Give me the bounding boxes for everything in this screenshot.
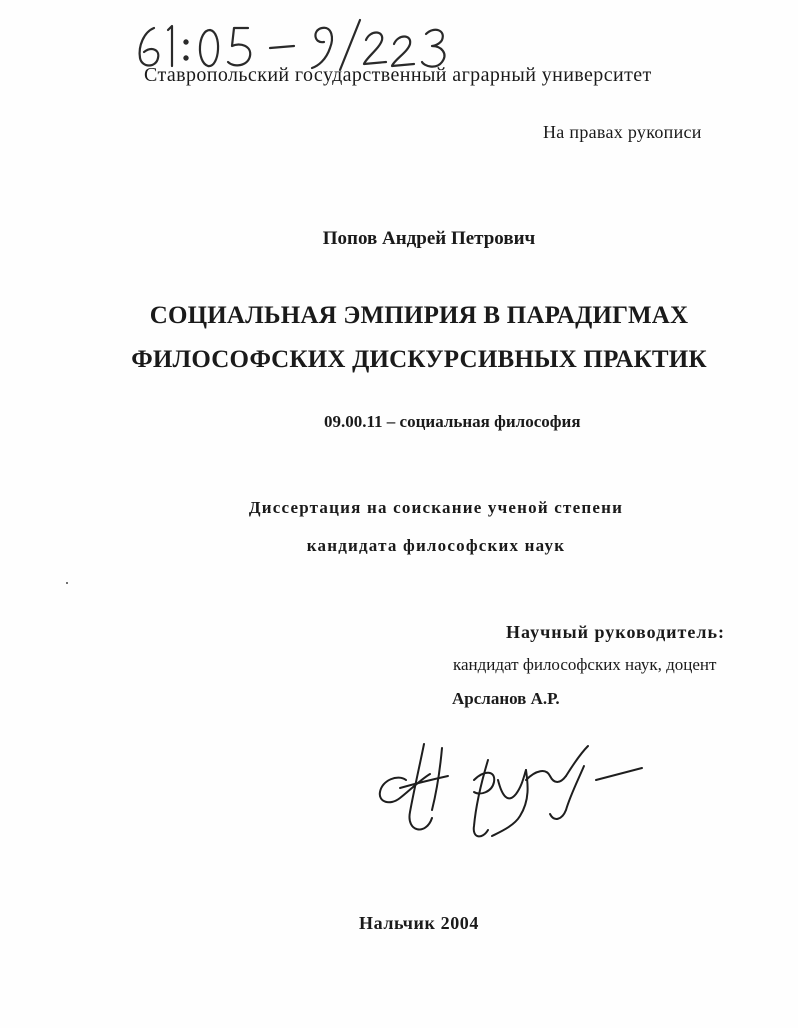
dissertation-title-line-1: СОЦИАЛЬНАЯ ЭМПИРИЯ В ПАРАДИГМАХ xyxy=(149,302,689,329)
city-and-year: Нальчик 2004 xyxy=(359,913,479,933)
scan-speck xyxy=(66,582,68,584)
specialty-code: 09.00.11 – социальная философия xyxy=(324,412,581,431)
manuscript-note: На правах рукописи xyxy=(543,122,702,142)
university-name: Ставропольский государственный аграрный университет xyxy=(144,64,652,86)
handwritten-signature xyxy=(370,740,660,850)
supervisor-name: Арсланов А.Р. xyxy=(452,689,560,708)
dissertation-title-line-2: ФИЛОСОФСКИХ ДИСКУРСИВНЫХ ПРАКТИК xyxy=(131,346,707,373)
degree-statement-line-2: кандидата философских наук xyxy=(306,536,566,555)
degree-statement-line-1: Диссертация на соискание ученой степени xyxy=(248,498,624,517)
supervisor-rank: кандидат философских наук, доцент xyxy=(453,655,717,674)
supervisor-heading: Научный руководитель: xyxy=(506,622,725,642)
author-name: Попов Андрей Петрович xyxy=(322,228,536,249)
